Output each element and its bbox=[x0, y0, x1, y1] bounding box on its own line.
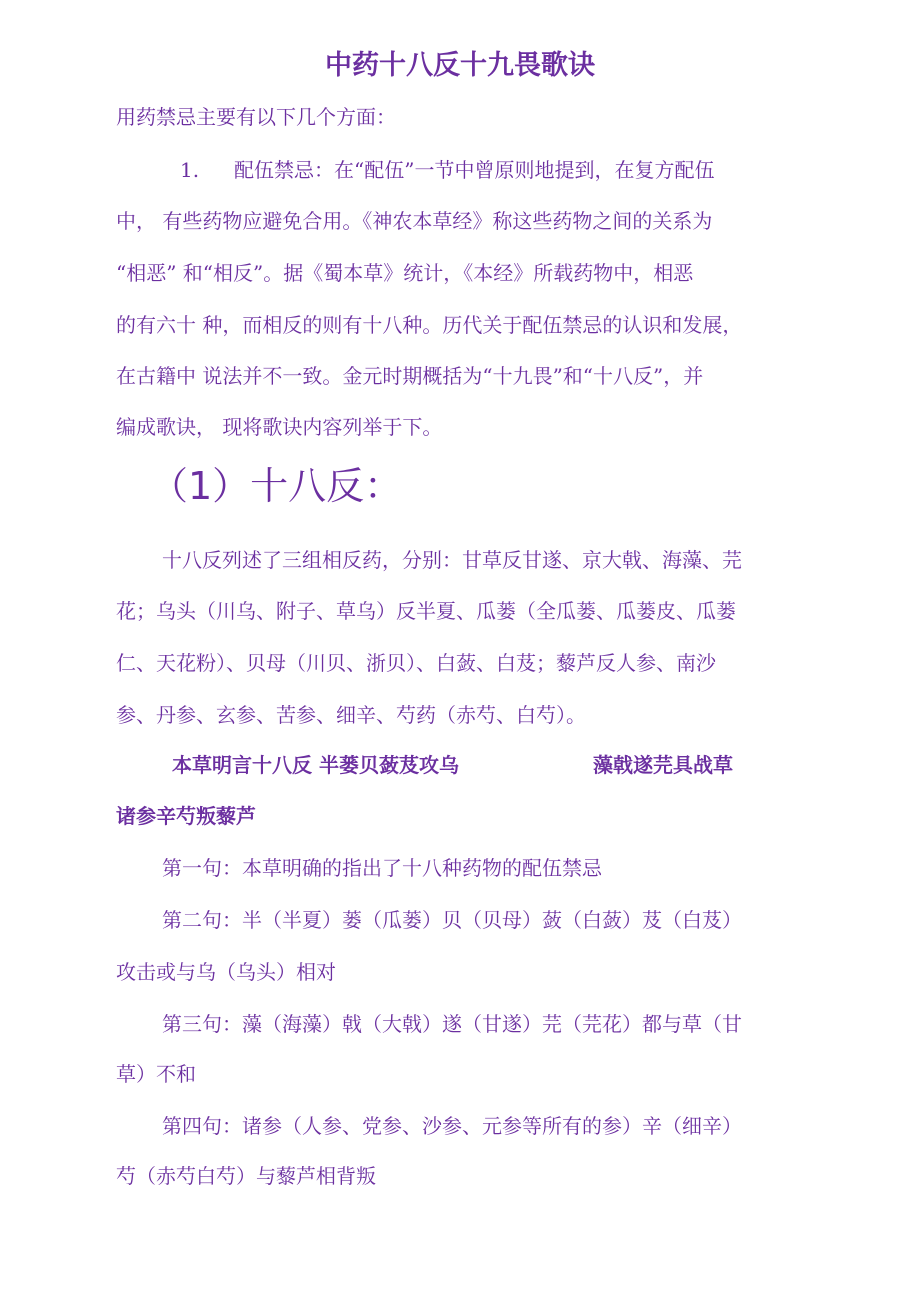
para-line-3: 仁、天花粉）、贝母（川贝、浙贝）、白蔹、白芨；藜芦反人参、南沙 bbox=[116, 651, 716, 675]
explanation-3a: 第三句：藻（海藻）戟（大戟）遂（甘遂）芫（芫花）都与草（甘 bbox=[162, 1012, 742, 1036]
section-line-4: 的有六十 种，而相反的则有十八种。历代关于配伍禁忌的认识和发展， bbox=[116, 313, 743, 337]
section-line-5: 在古籍中 说法并不一致。金元时期概括为“十九畏”和“十八反”，并 bbox=[116, 364, 704, 388]
section-line-6: 编成歌诀， 现将歌诀内容列举于下。 bbox=[116, 415, 443, 439]
explanation-1: 第一句：本草明确的指出了十八种药物的配伍禁忌 bbox=[162, 856, 602, 880]
para-line-4: 参、丹参、玄参、苦参、细辛、芍药（赤芍、白芍）。 bbox=[116, 703, 586, 727]
section-line-3: “相恶” 和“相反”。据《蜀本草》统计，《本经》所载药物中，相恶 bbox=[116, 261, 694, 285]
section-line-1: 配伍禁忌：在“配伍”一节中曾原则地提到，在复方配伍 bbox=[234, 158, 715, 182]
verse-part-3: 诸参辛芍叛藜芦 bbox=[116, 804, 256, 828]
section-heading: （1）十八反： bbox=[150, 464, 403, 508]
para-line-2: 花；乌头（川乌、附子、草乌）反半夏、瓜蒌（全瓜蒌、瓜蒌皮、瓜蒌 bbox=[116, 599, 736, 623]
para-line-1: 十八反列述了三组相反药，分别：甘草反甘遂、京大戟、海藻、芫 bbox=[162, 548, 742, 572]
explanation-4b: 芍（赤芍白芍）与藜芦相背叛 bbox=[116, 1164, 376, 1188]
verse-part-2: 藻戟遂芫具战草 bbox=[593, 753, 733, 777]
verse-part-1: 本草明言十八反 半蒌贝蔹芨攻乌 bbox=[172, 753, 459, 777]
section-number: 1. bbox=[180, 158, 200, 182]
section-line-2: 中， 有些药物应避免合用。《神农本草经》称这些药物之间的关系为 bbox=[116, 209, 713, 233]
page-title: 中药十八反十九畏歌诀 bbox=[325, 50, 595, 81]
explanation-4a: 第四句：诸参（人参、党参、沙参、元参等所有的参）辛（细辛） bbox=[162, 1114, 742, 1138]
explanation-3b: 草）不和 bbox=[116, 1062, 196, 1086]
explanation-2a: 第二句：半（半夏）蒌（瓜蒌）贝（贝母）蔹（白蔹）芨（白芨） bbox=[162, 908, 742, 932]
explanation-2b: 攻击或与乌（乌头）相对 bbox=[116, 960, 336, 984]
intro-text: 用药禁忌主要有以下几个方面： bbox=[116, 105, 396, 129]
